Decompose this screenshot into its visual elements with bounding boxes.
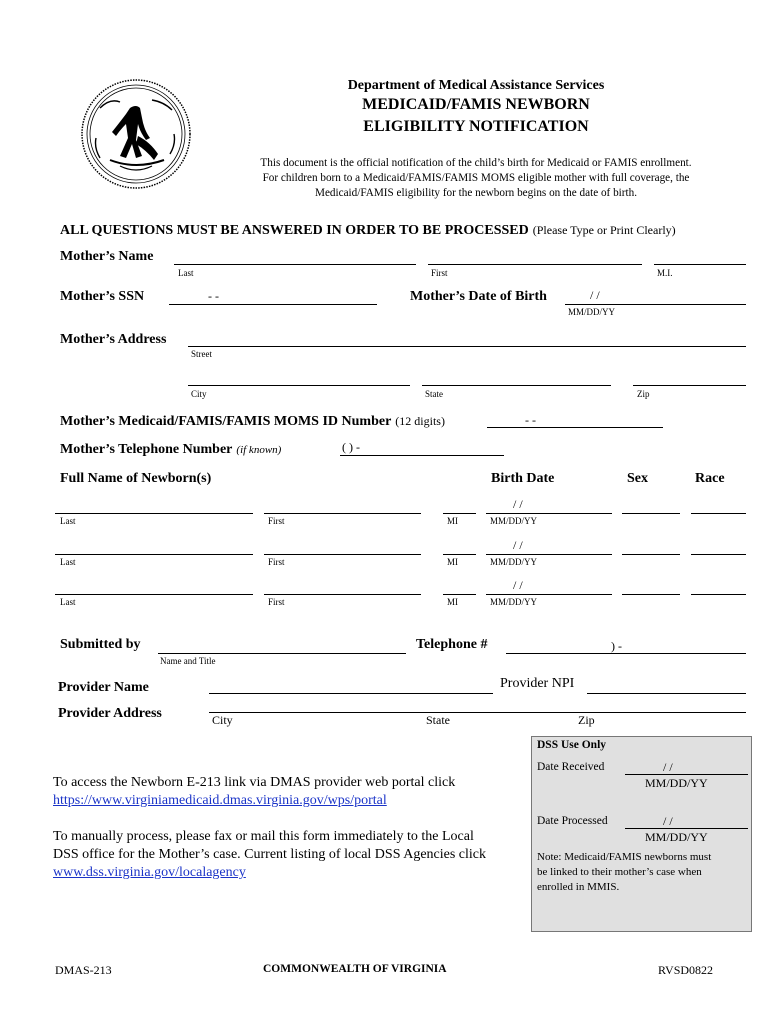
form-title-line1: MEDICAID/FAMIS NEWBORN (362, 96, 590, 113)
mother-zip-field[interactable] (633, 385, 746, 386)
newborn-first-caption: First (268, 516, 285, 526)
intro-line3: Medicaid/FAMIS eligibility for the newborn begins on the date of birth. (315, 187, 637, 199)
ssn-mask: - - (208, 289, 219, 303)
intro-line1: This document is the official notification of the child’s birth for Medicaid or FAMIS enrollment. (260, 157, 692, 169)
mother-state-field[interactable] (422, 385, 611, 386)
submitted-by-label: Submitted by (60, 637, 141, 652)
newborn-first-field[interactable] (264, 554, 421, 555)
newborn-race-field[interactable] (691, 513, 746, 514)
date-processed-label: Date Processed (537, 815, 608, 827)
date-processed-caption: MM/DD/YY (645, 830, 708, 844)
manual-process-line2: DSS office for the Mother’s case. Current listing of local DSS Agencies click (53, 847, 487, 862)
newborn-birth-date-field[interactable] (486, 513, 612, 514)
mother-phone (60, 440, 281, 458)
newborn-last-caption: Last (60, 557, 76, 567)
newborn-mi-caption: MI (447, 557, 458, 567)
sex-header: Sex (627, 471, 648, 486)
dob-caption: MM/DD/YY (568, 307, 616, 317)
newborn-date-caption: MM/DD/YY (490, 557, 538, 567)
access-paragraph: To access the Newborn E-213 link via DMAS provider web portal click (53, 775, 456, 790)
submitter-telephone-field[interactable] (506, 653, 746, 654)
mother-city-field[interactable] (188, 385, 410, 386)
instruction (60, 221, 676, 239)
mother-dob-label: Mother’s Date of Birth (410, 289, 547, 304)
mother-name-label: Mother’s Name (60, 249, 154, 264)
provider-npi-field[interactable] (587, 693, 746, 694)
date-received-mask: / / (663, 760, 673, 774)
mother-id-field[interactable] (487, 427, 663, 428)
newborn-date-mask: / / (513, 578, 523, 592)
newborn-date-caption: MM/DD/YY (490, 597, 538, 607)
race-header: Race (695, 471, 725, 486)
mi-caption: M.I. (657, 268, 673, 278)
mother-address-label: Mother’s Address (60, 332, 167, 347)
dss-note-line3: enrolled in MMIS. (537, 881, 620, 893)
last-caption: Last (178, 268, 194, 278)
phone-mask: ( ) - (342, 440, 360, 454)
submitter-phone-mask: ) - (611, 639, 622, 653)
newborn-last-caption: Last (60, 516, 76, 526)
mother-id-note: (12 digits) (395, 414, 445, 428)
newborn-sex-field[interactable] (622, 594, 680, 595)
form-number: DMAS-213 (55, 963, 112, 977)
mother-first-name-field[interactable] (428, 264, 642, 265)
date-received-caption: MM/DD/YY (645, 776, 708, 790)
footer-center: COMMONWEALTH OF VIRGINIA (263, 963, 447, 975)
newborn-mi-caption: MI (447, 597, 458, 607)
mother-last-name-field[interactable] (174, 264, 416, 265)
dss-title: DSS Use Only (537, 739, 607, 751)
newborn-birth-date-field[interactable] (486, 554, 612, 555)
dob-mask: / / (590, 288, 600, 302)
newborn-mi-field[interactable] (443, 554, 476, 555)
mother-phone-note: (if known) (236, 444, 282, 456)
city-caption: City (191, 389, 207, 399)
mother-ssn-label: Mother’s SSN (60, 289, 145, 304)
provider-npi-label: Provider NPI (500, 676, 575, 691)
newborn-first-field[interactable] (264, 513, 421, 514)
provider-name-field[interactable] (209, 693, 493, 694)
birth-date-header: Birth Date (491, 471, 555, 486)
newborn-last-field[interactable] (55, 554, 253, 555)
newborn-first-caption: First (268, 597, 285, 607)
telephone-label: Telephone # (416, 637, 488, 652)
newborn-mi-field[interactable] (443, 594, 476, 595)
newborn-date-mask: / / (513, 538, 523, 552)
newborn-first-field[interactable] (264, 594, 421, 595)
id-mask: - - (525, 413, 536, 427)
provider-address-label: Provider Address (58, 706, 162, 721)
mother-phone-label: Mother’s Telephone Number (60, 442, 233, 457)
instruction-note: (Please Type or Print Clearly) (532, 223, 676, 237)
manual-process-line1: To manually process, please fax or mail this form immediately to the Local (53, 829, 474, 844)
mother-phone-field[interactable] (340, 455, 504, 456)
newborn-date-mask: / / (513, 497, 523, 511)
provider-name-label: Provider Name (58, 680, 149, 695)
date-processed-mask: / / (663, 814, 673, 828)
intro-line2: For children born to a Medicaid/FAMIS/FAMIS MOMS eligible mother with full coverage, the (262, 172, 690, 184)
submitted-by-field[interactable] (158, 653, 406, 654)
mother-dob-field[interactable] (565, 304, 746, 305)
state-caption: State (425, 389, 443, 399)
newborn-date-caption: MM/DD/YY (490, 516, 538, 526)
mother-mi-field[interactable] (654, 264, 746, 265)
form-title-line2: ELIGIBILITY NOTIFICATION (363, 118, 589, 135)
newborn-last-caption: Last (60, 597, 76, 607)
department-name: Department of Medical Assistance Services (347, 78, 605, 93)
mother-id (60, 412, 445, 430)
newborn-last-field[interactable] (55, 594, 253, 595)
portal-link[interactable]: https://www.virginiamedicaid.dmas.virginia.gov/wps/portal (53, 793, 387, 808)
newborn-last-field[interactable] (55, 513, 253, 514)
street-caption: Street (191, 349, 212, 359)
instruction-main: ALL QUESTIONS MUST BE ANSWERED IN ORDER TO BE PROCESSED (60, 223, 529, 238)
provider-city-caption: City (212, 713, 233, 727)
name-title-caption: Name and Title (160, 656, 216, 666)
mother-id-label: Mother’s Medicaid/FAMIS/FAMIS MOMS ID Number (60, 414, 392, 429)
mother-ssn-field[interactable] (169, 304, 377, 305)
dss-note-line1: Note: Medicaid/FAMIS newborns must (537, 851, 712, 863)
provider-state-caption: State (426, 713, 450, 727)
newborn-race-field[interactable] (691, 594, 746, 595)
provider-address-field[interactable] (209, 712, 746, 713)
newborn-race-field[interactable] (691, 554, 746, 555)
newborn-mi-caption: MI (447, 516, 458, 526)
date-processed-field[interactable] (625, 828, 748, 829)
date-received-label: Date Received (537, 761, 605, 773)
dss-note-line2: be linked to their mother’s case when (537, 866, 702, 878)
newborn-mi-field[interactable] (443, 513, 476, 514)
newborn-sex-field[interactable] (622, 554, 680, 555)
newborn-birth-date-field[interactable] (486, 594, 612, 595)
date-received-field[interactable] (625, 774, 748, 775)
newborn-sex-field[interactable] (622, 513, 680, 514)
local-agency-link[interactable]: www.dss.virginia.gov/localagency (53, 865, 246, 880)
provider-zip-caption: Zip (578, 713, 595, 727)
first-caption: First (431, 268, 448, 278)
newborn-section-label: Full Name of Newborn(s) (60, 471, 212, 486)
revision-code: RVSD0822 (658, 963, 714, 977)
zip-caption: Zip (637, 389, 650, 399)
newborn-first-caption: First (268, 557, 285, 567)
mother-street-field[interactable] (188, 346, 746, 347)
